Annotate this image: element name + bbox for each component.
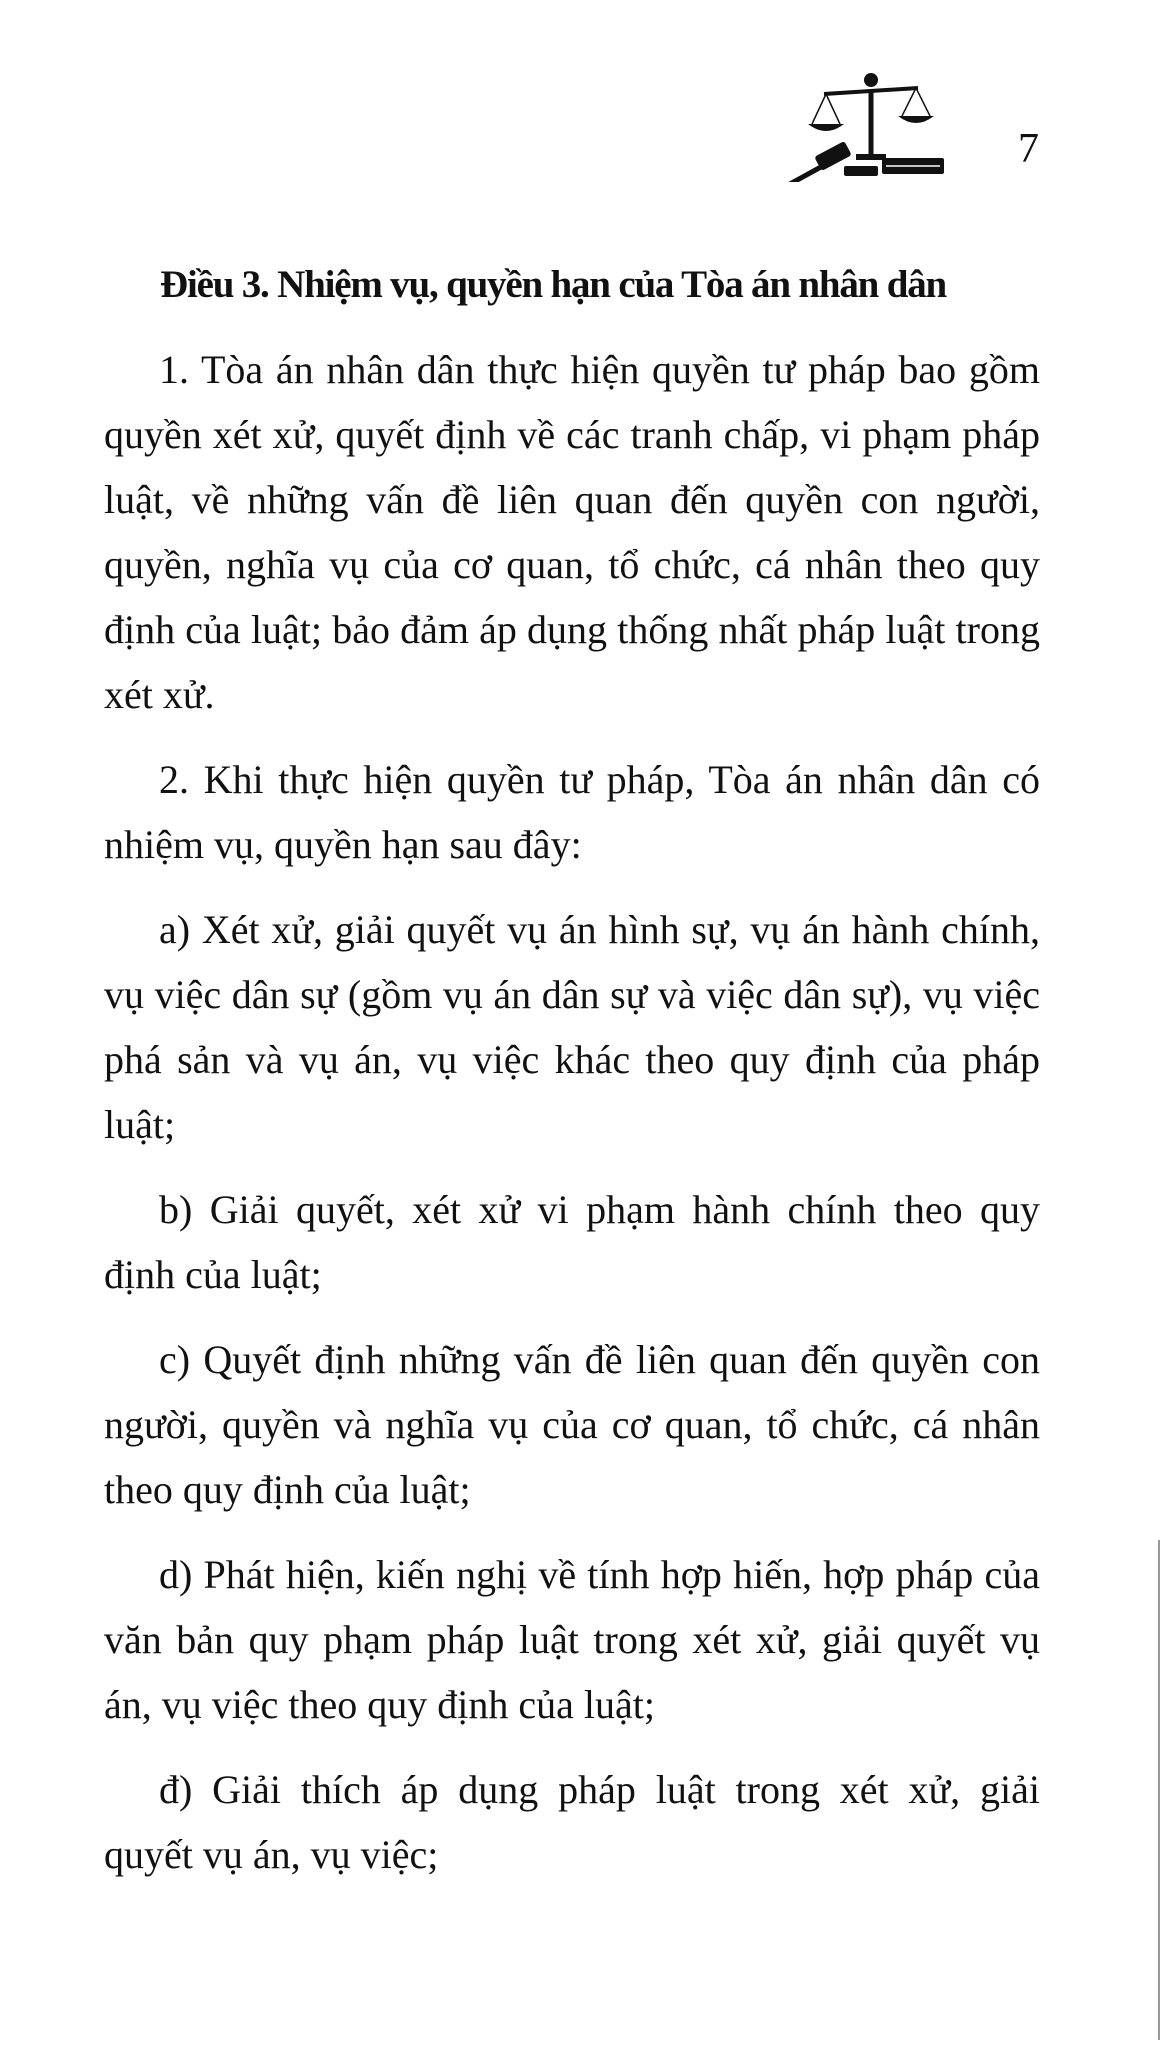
clause-dd: đ) Giải thích áp dụng pháp luật trong xét xử, giải quyết vụ án, vụ việc; [104, 1767, 1040, 1877]
article-heading: Điều 3. Nhiệm vụ, quyền hạn của Tòa án nhân dân [160, 263, 946, 306]
article-body [104, 337, 1040, 1887]
scales-of-justice-gavel-icon [786, 62, 956, 182]
clause-c: c) Quyết định những vấn đề liên quan đến quyền con người, quyền và nghĩa vụ của cơ quan, tổ chức, cá nhân theo quy định của luật; [104, 1337, 1040, 1512]
paragraph-2: 2. Khi thực hiện quyền tư pháp, Tòa án nhân dân có nhiệm vụ, quyền hạn sau đây: [104, 757, 1040, 867]
page-edge-shadow [1158, 1540, 1160, 2040]
clause-b: b) Giải quyết, xét xử vi phạm hành chính theo quy định của luật; [104, 1187, 1040, 1297]
page-number: 7 [1018, 126, 1039, 172]
clause-d: d) Phát hiện, kiến nghị về tính hợp hiến, hợp pháp của văn bản quy phạm pháp luật trong xét xử, giải quyết vụ án, vụ việc theo quy định của luật; [104, 1552, 1040, 1727]
clause-a: a) Xét xử, giải quyết vụ án hình sự, vụ án hành chính, vụ việc dân sự (gồm vụ án dân sự và việc dân sự), vụ việc phá sản và vụ án, vụ việc khác theo quy định của pháp luật; [104, 907, 1040, 1147]
paragraph-1: 1. Tòa án nhân dân thực hiện quyền tư pháp bao gồm quyền xét xử, quyết định về các tranh chấp, vi phạm pháp luật, về những vấn đề liên quan đến quyền con người, quyền, nghĩa vụ của cơ quan, tổ chức, cá nhân theo quy định của luật; bảo đảm áp dụng thống nhất pháp luật trong xét xử. [104, 347, 1040, 717]
